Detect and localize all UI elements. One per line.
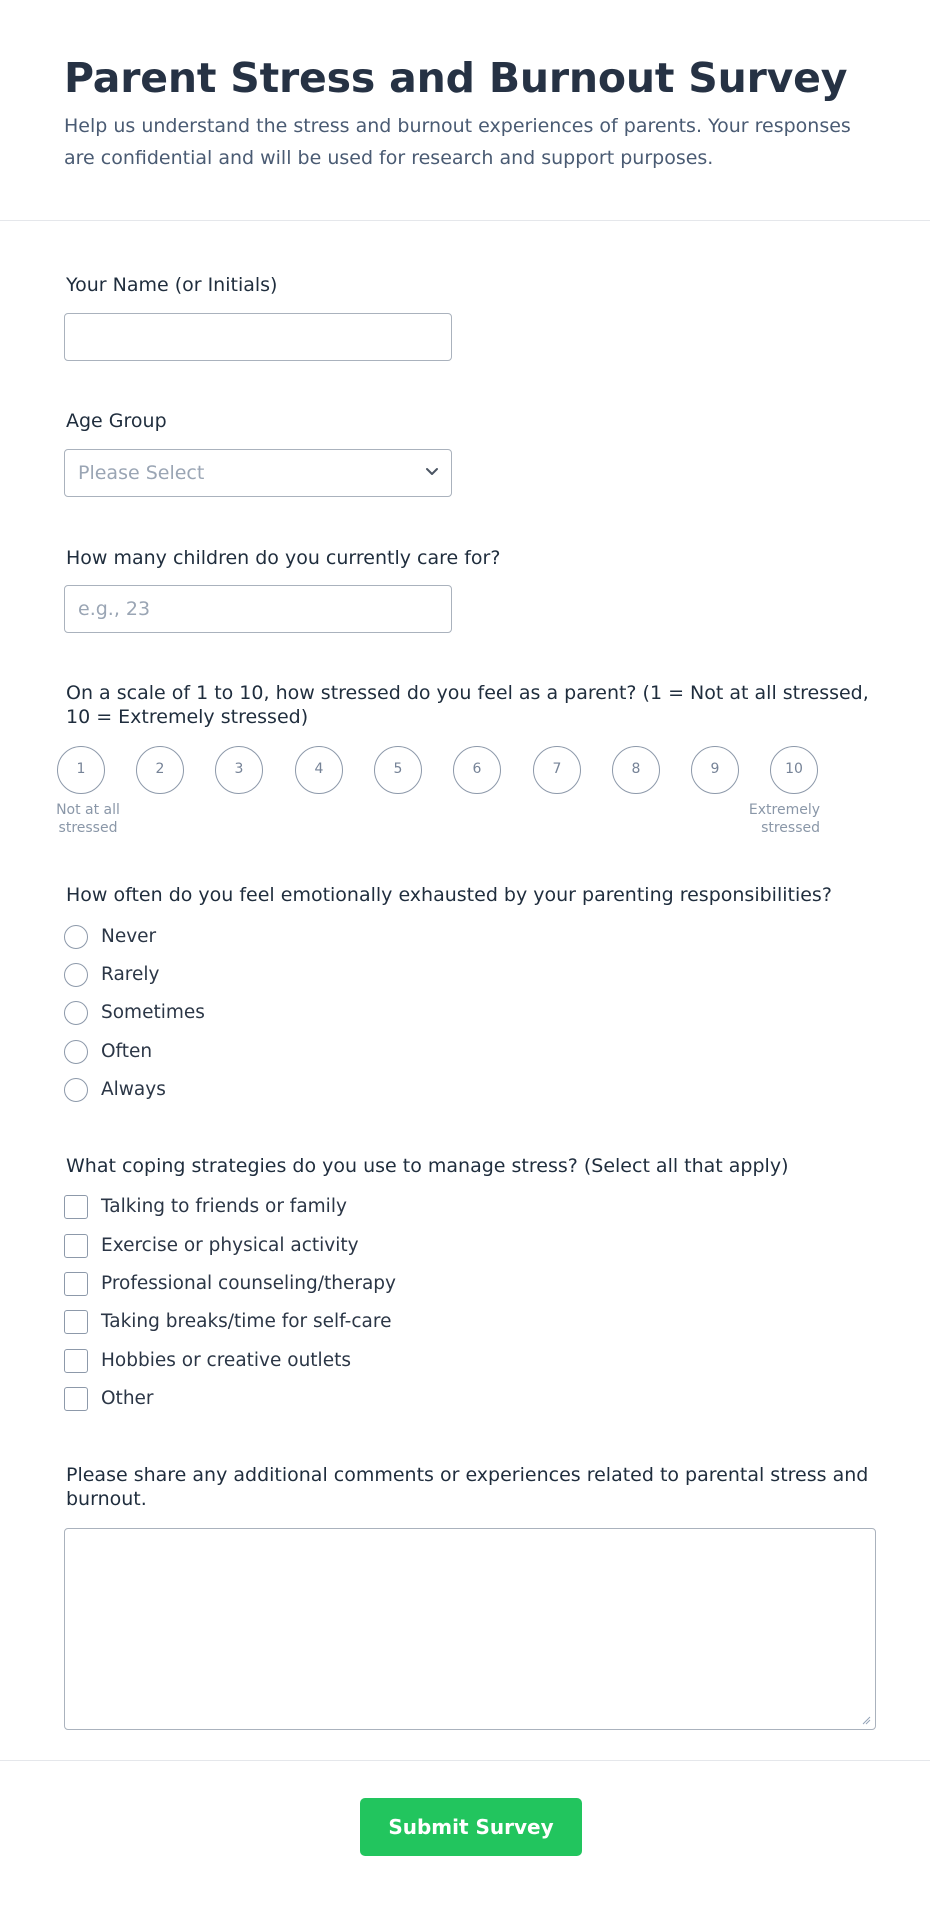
- coping-option-label: Exercise or physical activity: [101, 1235, 359, 1256]
- stress-scale-option-6[interactable]: 6: [453, 746, 501, 794]
- children-count-input-wrapper[interactable]: [64, 585, 452, 633]
- survey-header: [0, 0, 930, 221]
- checkbox[interactable]: [64, 1272, 88, 1296]
- exhaustion-option-label: Rarely: [101, 964, 160, 985]
- radio-button[interactable]: [64, 1040, 88, 1064]
- exhaustion-option-label: Never: [101, 926, 157, 947]
- coping-option-label: Other: [101, 1388, 154, 1409]
- children-count-input[interactable]: [65, 586, 451, 632]
- name-field-label: Your Name (or Initials): [66, 274, 278, 296]
- radio-button[interactable]: [64, 925, 88, 949]
- comments-textarea[interactable]: [64, 1528, 876, 1730]
- age-group-label: Age Group: [66, 410, 167, 432]
- exhaustion-question-label: How often do you feel emotionally exhausted by your parenting responsibilities?: [66, 884, 832, 906]
- checkbox[interactable]: [64, 1349, 88, 1373]
- stress-scale-low-line-2: stressed: [58, 820, 118, 836]
- resize-grip-icon[interactable]: [861, 1715, 871, 1725]
- exhaustion-option-label: Always: [101, 1079, 166, 1100]
- coping-option-label: Professional counseling/therapy: [101, 1273, 396, 1294]
- checkbox[interactable]: [64, 1310, 88, 1334]
- stress-scale-high-line-2: stressed: [761, 820, 820, 836]
- stress-scale-low-line-1: Not at all: [56, 802, 120, 818]
- survey-footer: [0, 1760, 930, 1907]
- comments-label: [66, 1463, 886, 1511]
- coping-option-label: Taking breaks/time for self-care: [101, 1311, 392, 1332]
- age-group-selected-value: Please Select: [78, 462, 205, 484]
- exhaustion-option-label: Sometimes: [101, 1002, 205, 1023]
- survey-description: Help us understand the stress and burnout experiences of parents. Your responses are confidential and will be used for research and support purposes.: [64, 115, 851, 169]
- chevron-down-icon: [425, 467, 439, 477]
- stress-scale-option-9[interactable]: 9: [691, 746, 739, 794]
- checkbox[interactable]: [64, 1387, 88, 1411]
- stress-scale-option-8[interactable]: 8: [612, 746, 660, 794]
- age-group-select[interactable]: [64, 449, 452, 497]
- children-count-label: How many children do you currently care for?: [66, 547, 501, 569]
- stress-scale-option-10[interactable]: 10: [770, 746, 818, 794]
- stress-scale-option-2[interactable]: 2: [136, 746, 184, 794]
- comments-label-line-1: Please share any additional comments or experiences related to parental stress and: [66, 1464, 869, 1486]
- stress-scale-high-note: [742, 801, 820, 837]
- submit-survey-button[interactable]: Submit Survey: [360, 1798, 582, 1856]
- comments-label-line-2: burnout.: [66, 1488, 147, 1510]
- stress-scale-option-3[interactable]: 3: [215, 746, 263, 794]
- stress-scale-low-note: [56, 801, 120, 837]
- radio-button[interactable]: [64, 1001, 88, 1025]
- coping-question-label: What coping strategies do you use to manage stress? (Select all that apply): [66, 1155, 789, 1177]
- stress-scale-option-7[interactable]: 7: [533, 746, 581, 794]
- stress-scale-high-line-1: Extremely: [748, 802, 820, 818]
- name-input[interactable]: [65, 314, 451, 360]
- coping-option-label: Hobbies or creative outlets: [101, 1350, 351, 1371]
- checkbox[interactable]: [64, 1195, 88, 1219]
- radio-button[interactable]: [64, 963, 88, 987]
- stress-scale-label: On a scale of 1 to 10, how stressed do you feel as a parent? (1 = Not at all stressed, 10 = Extremely stressed): [66, 682, 869, 728]
- checkbox[interactable]: [64, 1234, 88, 1258]
- name-input-wrapper[interactable]: [64, 313, 452, 361]
- stress-scale-option-5[interactable]: 5: [374, 746, 422, 794]
- stress-scale-option-1[interactable]: 1: [57, 746, 105, 794]
- exhaustion-option-label: Often: [101, 1041, 153, 1062]
- coping-option-label: Talking to friends or family: [101, 1196, 347, 1217]
- stress-scale-option-4[interactable]: 4: [295, 746, 343, 794]
- page-title: Parent Stress and Burnout Survey: [64, 54, 848, 102]
- radio-button[interactable]: [64, 1078, 88, 1102]
